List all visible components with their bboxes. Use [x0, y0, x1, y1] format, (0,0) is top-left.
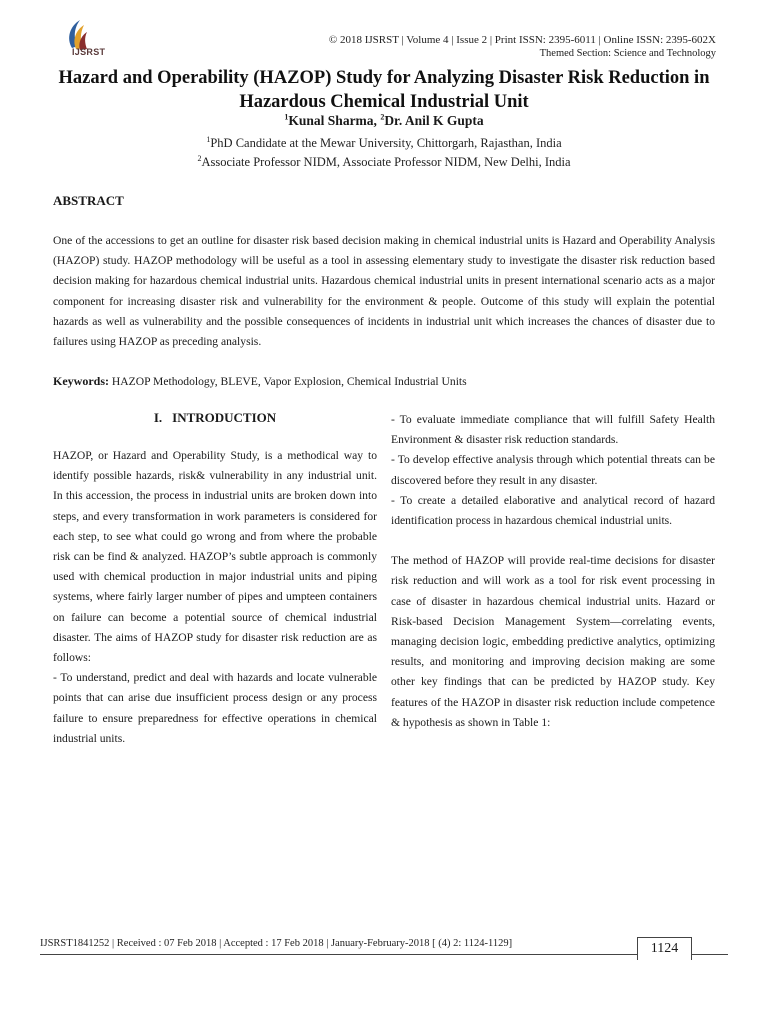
section-heading — [53, 410, 377, 426]
author-name: Kunal Sharma, — [288, 113, 381, 128]
affiliation-2 — [40, 155, 728, 170]
logo-text: IJSRST — [72, 47, 106, 57]
authors — [40, 113, 728, 129]
keywords-label: Keywords: — [53, 374, 109, 388]
aim-bullet: - To develop effective analysis through which potential threats can be discovered before they result in any disaster. — [391, 453, 715, 487]
aim-bullet: - To create a detailed elaborative and analytical record of hazard identification process in hazardous chemical industrial units. — [391, 493, 715, 528]
left-column — [53, 446, 377, 749]
keywords-text: HAZOP Methodology, BLEVE, Vapor Explosion, Chemical Industrial Units — [109, 375, 467, 388]
abstract-heading: ABSTRACT — [53, 193, 124, 208]
body-paragraph: HAZOP, or Hazard and Operability Study, is a methodical way to identify possible hazards, risk& vulnerability in any industrial unit. In this accession, the process in industrial units are broken down into steps, and every transformation in work parameters is considered for each step, to see what could go wrong and from where the probable risk can be find & analyzed. HAZOP’s subtle approach is commonly used with chemical production in major industrial units and piping systems, where fairly larger number of pipes and umpteen containers on failure can become a potential source of chemical industrial disaster. The aims of HAZOP study for disaster risk reduction are as follows: — [53, 449, 377, 665]
affiliation-1 — [40, 136, 728, 151]
affiliation-sup: 2 — [197, 153, 202, 163]
author-sup: 1 — [284, 112, 289, 122]
author-name: Dr. Anil K Gupta — [384, 113, 484, 128]
right-column — [391, 410, 715, 733]
affiliation-text: Associate Professor NIDM, Associate Professor NIDM, New Delhi, India — [201, 155, 571, 169]
footer-citation: IJSRST1841252 | Received : 07 Feb 2018 | Accepted : 17 Feb 2018 | January-February-2018 [ (4) 2: 1124-1129] — [40, 938, 513, 949]
footer-rule — [40, 954, 728, 955]
section-title: INTRODUCTION — [172, 410, 277, 425]
body-paragraph: The method of HAZOP will provide real-time decisions for disaster risk reduction and will work as a tool for risk event processing in case of disaster in hazardous chemical industrial units. Hazard or Risk-based Decision Management System—correlating events, managing decision logic, embedding predictive analytics, optimizing results, and monitoring and improving decision making are some other key findings that can be predicted by HAZOP study. Key features of the HAZOP in disaster risk reduction include competence & hypothesis as shown in Table 1: — [391, 554, 715, 729]
masthead — [329, 33, 716, 61]
paragraph-gap — [391, 531, 715, 551]
author-sup: 2 — [380, 112, 385, 122]
affiliation-text: PhD Candidate at the Mewar University, Chittorgarh, Rajasthan, India — [210, 136, 562, 150]
keywords — [53, 373, 715, 390]
abstract-text: One of the accessions to get an outline for disaster risk based decision making in chemical industrial units is Hazard and Operability Analysis (HAZOP) study. HAZOP methodology will be useful as a tool in assessing elementary study to investigate the disaster risk reduction based decision making for hazardous chemical industrial units. Hazardous chemical industrial units in present international scenario acts as a major component for increasing disaster risk and vulnerability for the environment & people. Outcome of this study will explain the potential hazards as well as vulnerability and the possible consequences of incidents in industrial unit which increases the chances of disaster due to failures using HAZOP as preceding analysis. — [53, 234, 715, 349]
aim-bullet: - To evaluate immediate compliance that will fulfill Safety Health Environment & disaster risk reduction standards. — [391, 413, 715, 447]
page-number: 1124 — [637, 937, 692, 960]
themed-section: Themed Section: Science and Technology — [539, 48, 716, 59]
paper-title: Hazard and Operability (HAZOP) Study for Analyzing Disaster Risk Reduction in Hazardous Chemical Industrial Unit — [58, 68, 710, 112]
section-number: I. — [153, 410, 163, 425]
aim-bullet: - To understand, predict and deal with hazards and locate vulnerable points that can arise due insufficient process design or any process failure to ensure preparedness for effective operations in chemical industrial units. — [53, 671, 377, 745]
citation-line: © 2018 IJSRST | Volume 4 | Issue 2 | Print ISSN: 2395-6011 | Online ISSN: 2395-602X — [328, 34, 716, 46]
affiliation-sup: 1 — [206, 134, 211, 144]
